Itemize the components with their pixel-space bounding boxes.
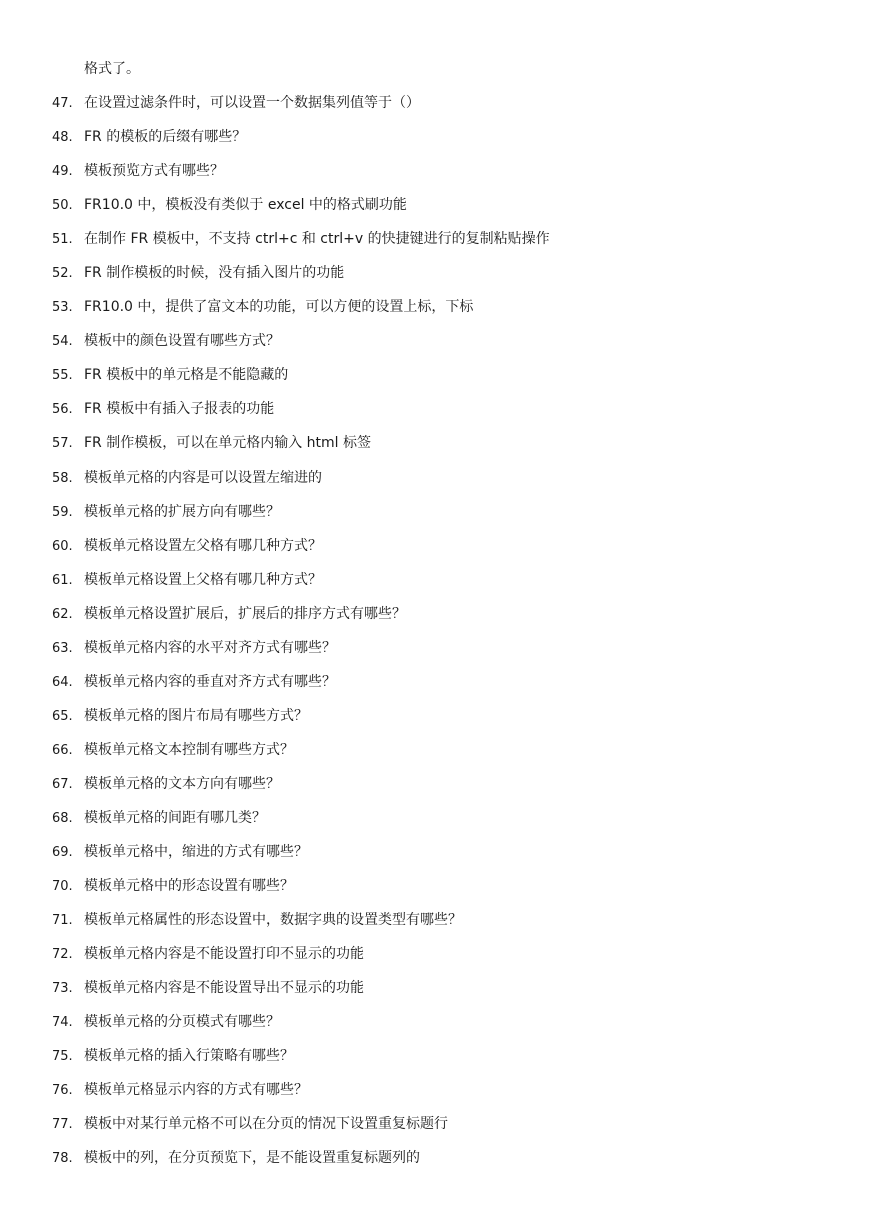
item-number: 77. xyxy=(52,1117,73,1133)
item-number: 55. xyxy=(52,368,73,384)
list-item xyxy=(0,909,869,943)
item-number: 49. xyxy=(52,164,73,180)
list-item xyxy=(0,228,869,262)
item-text: 模板中的列，在分页预览下，是不能设置重复标题列的 xyxy=(84,1150,420,1167)
item-number: 65. xyxy=(52,708,73,724)
item-number: 59. xyxy=(52,504,73,520)
item-number: 51. xyxy=(52,232,73,248)
list-item xyxy=(0,807,869,841)
list-item xyxy=(0,977,869,1011)
item-text: 模板预览方式有哪些？ xyxy=(84,163,224,180)
list-item xyxy=(0,569,869,603)
list-item xyxy=(0,1011,869,1045)
list-item xyxy=(0,501,869,535)
item-text: 模板单元格的分页模式有哪些？ xyxy=(84,1014,280,1031)
item-number: 74. xyxy=(52,1015,73,1031)
item-text: FR10.0 中，模板没有类似于 excel 中的格式刷功能 xyxy=(84,197,407,214)
item-number: 48. xyxy=(52,130,73,146)
question-list xyxy=(0,92,869,1182)
list-item xyxy=(0,1113,869,1147)
item-number: 57. xyxy=(52,436,73,452)
list-item xyxy=(0,432,869,466)
list-item xyxy=(0,875,869,909)
item-text: FR 模板中的单元格是不能隐藏的 xyxy=(84,367,289,384)
list-item xyxy=(0,160,869,194)
item-text: 模板中的颜色设置有哪些方式？ xyxy=(84,333,280,350)
item-number: 78. xyxy=(52,1151,73,1167)
item-text: 模板单元格的图片布局有哪些方式？ xyxy=(84,707,308,724)
item-number: 64. xyxy=(52,674,73,690)
list-item xyxy=(0,1147,869,1181)
item-number: 72. xyxy=(52,947,73,963)
item-text: 模板单元格属性的形态设置中，数据字典的设置类型有哪些？ xyxy=(84,912,462,929)
item-text: 模板单元格中的形态设置有哪些？ xyxy=(84,878,294,895)
item-number: 62. xyxy=(52,606,73,622)
item-text: 模板单元格内容的垂直对齐方式有哪些？ xyxy=(84,673,336,690)
item-number: 50. xyxy=(52,198,73,214)
item-text: 模板单元格的间距有哪几类？ xyxy=(84,809,266,826)
list-item xyxy=(0,637,869,671)
item-number: 66. xyxy=(52,742,73,758)
item-number: 58. xyxy=(52,470,73,486)
item-number: 53. xyxy=(52,300,73,316)
item-text: 模板单元格设置扩展后，扩展后的排序方式有哪些？ xyxy=(84,605,406,622)
list-item xyxy=(0,773,869,807)
item-text: 模板单元格的插入行策略有哪些？ xyxy=(84,1048,294,1065)
item-number: 68. xyxy=(52,810,73,826)
item-number: 61. xyxy=(52,572,73,588)
item-number: 70. xyxy=(52,879,73,895)
item-text: 模板单元格文本控制有哪些方式？ xyxy=(84,741,294,758)
item-text: 模板单元格设置上父格有哪几种方式？ xyxy=(84,571,322,588)
item-number: 56. xyxy=(52,402,73,418)
item-number: 67. xyxy=(52,776,73,792)
item-text: 模板单元格中，缩进的方式有哪些？ xyxy=(84,844,308,861)
item-text: 模板单元格显示内容的方式有哪些？ xyxy=(84,1082,308,1099)
item-number: 71. xyxy=(52,913,73,929)
item-number: 63. xyxy=(52,640,73,656)
item-number: 47. xyxy=(52,96,73,111)
list-item xyxy=(0,262,869,296)
list-item xyxy=(0,330,869,364)
item-number: 76. xyxy=(52,1083,73,1099)
list-item xyxy=(0,364,869,398)
list-item xyxy=(0,467,869,501)
list-item xyxy=(0,1079,869,1113)
list-item xyxy=(0,126,869,160)
item-text: FR10.0 中，提供了富文本的功能，可以方便的设置上标，下标 xyxy=(84,299,474,316)
item-text: FR 制作模板，可以在单元格内输入 html 标签 xyxy=(84,435,372,452)
list-item xyxy=(0,535,869,569)
item-text: 模板单元格内容的水平对齐方式有哪些？ xyxy=(84,639,336,656)
item-number: 52. xyxy=(52,266,73,282)
item-text: 模板单元格内容是不能设置打印不显示的功能 xyxy=(84,946,364,963)
item-text: 模板单元格内容是不能设置导出不显示的功能 xyxy=(84,980,364,997)
list-item xyxy=(0,739,869,773)
list-item xyxy=(0,398,869,432)
item-text: FR 模板中有插入子报表的功能 xyxy=(84,401,275,418)
item-text: 模板中对某行单元格不可以在分页的情况下设置重复标题行 xyxy=(84,1116,448,1133)
list-item xyxy=(0,194,869,228)
item-text: 模板单元格的内容是可以设置左缩进的 xyxy=(84,469,322,486)
list-item xyxy=(0,841,869,875)
list-item xyxy=(0,92,869,126)
list-item xyxy=(0,705,869,739)
item-number: 75. xyxy=(52,1049,73,1065)
item-text: 模板单元格的文本方向有哪些？ xyxy=(84,775,280,792)
item-number: 69. xyxy=(52,845,73,861)
item-text: FR 制作模板的时候，没有插入图片的功能 xyxy=(84,265,345,282)
item-number: 73. xyxy=(52,981,73,997)
item-text: FR 的模板的后缀有哪些？ xyxy=(84,129,247,146)
item-text: 在设置过滤条件时，可以设置一个数据集列值等于（） xyxy=(84,95,420,111)
continuation-text: 格式了。 xyxy=(84,61,140,77)
item-text: 在制作 FR 模板中，不支持 ctrl+c 和 ctrl+v 的快捷键进行的复制粘贴操作 xyxy=(84,231,550,248)
list-item xyxy=(0,1045,869,1079)
list-item xyxy=(0,296,869,330)
list-item xyxy=(0,671,869,705)
list-item xyxy=(0,603,869,637)
item-number: 54. xyxy=(52,334,73,350)
item-number: 60. xyxy=(52,538,73,554)
item-text: 模板单元格设置左父格有哪几种方式？ xyxy=(84,537,322,554)
list-item xyxy=(0,943,869,977)
item-text: 模板单元格的扩展方向有哪些？ xyxy=(84,503,280,520)
